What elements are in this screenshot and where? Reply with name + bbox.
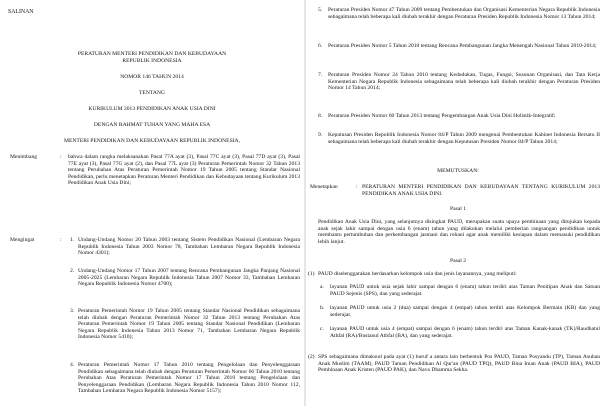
pasal-1-heading: Pasal 1 [449, 206, 466, 212]
pasal-1-text: Pendidikan Anak Usia Dini, yang selanjutnya disingkat PAUD, merupakan suatu upaya pembinaan yang ditujukan kepada anak sejak lahir sampai dengan usia 6 (enam) tahun yang dilakukan melalui pemberian rangsangan pendidikan untuk membantu pertumbuhan dan perkembangan jasmani dan rohani agar anak memiliki kesiapan dalam memasuki pendidikan lebih lanjut. [318, 219, 600, 245]
salinan-label: SALINAN [8, 9, 34, 15]
regulation-number: NOMOR 146 TAHUN 2014 [120, 74, 184, 80]
regulation-subject: KURIKULUM 2013 PENDIDIKAN ANAK USIA DINI [88, 106, 216, 112]
list-item: Peraturan Pemerintah Nomor 17 Tahun 2010 tentang Pengelolaan dan Penyelenggaraan Pendidikan sebagaimana telah diubah dengan Peraturan Pemerintah Nomor 66 Tahun 2010 tentang Perubahan Atas Peraturan Pemerintah Nomor 17 Tahun 2010 tentang Pengelolaan dan Penyelenggaraan Pendidikan (Lembaran Negara Republik Indonesia Tahun 2010 Nomor 112, Tambahan Lembaran Negara Republik Indonesia Nomor 5157); [78, 362, 300, 395]
list-item: Peraturan Presiden Nomor 60 Tahun 2013 tentang Pengembangan Anak Usia Dini Holistik-Integratif; [328, 113, 556, 119]
list-item-number: 7. [318, 72, 323, 78]
tentang-label: TENTANG [139, 90, 165, 96]
list-item: Undang-Undang Nomor 20 Tahun 2003 tentang Sistem Pendidikan Nasional (Lembaran Negara Republik Indonesia Tahun 2003 Nomor 78, Tambahan Lembaran Negara Republik Indonesia Nomor 4301); [78, 237, 300, 257]
list-item: Peraturan Presiden Nomor 24 Tahun 2010 tentang Kedudukan, Tugas, Fungsi, Susunan Organisasi, dan Tata Kerja Kementerian Negara Republik Indonesia sebagaimana telah beberapa kali diubah terakhir dengan Peraturan Presiden Nomor 14 Tahun 2014; [328, 72, 600, 92]
list-item-number: 9. [318, 132, 323, 138]
list-item-number: 6. [318, 43, 323, 49]
regulation-heading-2: REPUBLIK INDONESIA [122, 58, 182, 64]
sub-item: layanan PAUD untuk usia sejak lahir sampai dengan 6 (enam) tahun terdiri atas Taman Penitipan Anak dan Satuan PAUD Sejenis (SPS), dan yang sederajat. [330, 284, 600, 297]
rahmat-line: DENGAN RAHMAT TUHAN YANG MAHA ESA [93, 122, 211, 128]
pasal-2-ayat-1: PAUD diselenggarakan berdasarkan kelompok usia dan jenis layanannya, yang meliputi: [318, 271, 517, 277]
list-item-number: 5. [318, 7, 323, 13]
list-item: Peraturan Presiden Nomor 47 Tahun 2009 tentang Pembentukan dan Organisasi Kementerian Negara Republik Indonesia sebagaimana telah beberapa kali diubah terakhir dengan Peraturan Presiden Republik Indonesia Nomor 13 Tahun 2014; [328, 7, 600, 20]
sub-item-letter: c. [320, 326, 324, 332]
list-item: Undang-Undang Nomor 17 Tahun 2007 tentang Rencana Pembangunan Jangka Panjang Nasional 2005-2025 (Lembaran Negara Republik Indonesia Tahun 2007 Nomor 33, Tambahan Lembaran Negara Republik Indonesia Nomor 4700); [78, 268, 300, 288]
menetapkan-label: Menetapkan [310, 184, 338, 190]
sub-item-letter: b. [320, 305, 325, 311]
mengingat-colon: : [60, 237, 62, 243]
mengingat-label: Mengingat [10, 237, 35, 243]
ayat-number: (1) [308, 271, 315, 277]
ayat-number: (2) [308, 354, 315, 360]
menetapkan-colon: : [356, 184, 358, 190]
list-item-number: 4. [70, 362, 75, 368]
pasal-2-ayat-2: SPS sebagaimana dimaksud pada ayat (1) huruf a antara lain berbentuk Pos PAUD, Taman Posyandu (TP), Taman Asuhan Anak Muslim (TAAM), PAUD Taman Pendidikan Al Qur'an (PAUD TPQ), PAUD Bina Iman Anak (PAUD BIA), PAUD Pembinaan Anak Kristen (PAUD PAK), dan Nava Dhamma Sekha. [318, 354, 600, 374]
page-left [0, 0, 304, 406]
sub-item: layanan PAUD untuk usia 2 (dua) sampai dengan 4 (empat) tahun terdiri atas Kelompok Bermain (KB) dan yang sederajat. [330, 305, 600, 318]
list-item-number: 3. [70, 308, 75, 314]
list-item: Peraturan Presiden Nomor 5 Tahun 2010 tentang Rencana Pembangunan Jangka Menengah Nasional Tahun 2010-2014; [328, 43, 597, 49]
menimbang-text: bahwa dalam rangka melaksanakan Pasal 77A ayat (3), Pasal 77C ayat (3), Pasal 77D ayat (3), Pasal 77E ayat (3), Pasal 77G ayat (2), dan Pasal 77L ayat (3) Peraturan Pemerintah Nomor 32 Tahun 2013 tentang Perubahan Atas Peraturan Pemerintah Nomor 19 Tahun 2005 tentang Standar Nasional Pendidikan, perlu menetapkan Peraturan Menteri Pendidikan dan Kebudayaan tentang Kurikulum 2013 Pendidikan Anak Usia Dini; [68, 154, 300, 187]
menimbang-colon: : [60, 154, 62, 160]
menteri-line: MENTERI PENDIDIKAN DAN KEBUDAYAAN REPUBLIK INDONESIA, [64, 138, 240, 144]
list-item-number: 2. [70, 268, 75, 274]
pasal-2-heading: Pasal 2 [449, 258, 466, 264]
menetapkan-text: PERATURAN MENTERI PENDIDIKAN DAN KEBUDAYAAN TENTANG KURIKULUM 2013 PENDIDIKAN ANAK USIA DINI. [362, 184, 600, 197]
list-item-number: 1. [70, 237, 75, 243]
sub-item-letter: a. [320, 284, 324, 290]
page-right [306, 0, 610, 406]
list-item-number: 8. [318, 113, 323, 119]
sub-item: layanan PAUD untuk usia 4 (empat) sampai dengan 6 (enam) tahun terdiri atas Taman Kanak-kanak (TK)/Raudhatul Athfal (RA)/Bustanul Athfal (BA), dan yang sederajat. [330, 326, 600, 339]
menimbang-label: Menimbang [10, 154, 38, 160]
list-item: Keputusan Presiden Republik Indonesia Nomor 84/P Tahun 2009 mengenai Pembentukan Kabinet Indonesia Bersatu II sebagaimana telah beberapa kali diubah terakhir dengan Keputusan Presiden Nomor 84/P Tahun 2014; [328, 132, 600, 145]
memutuskan-heading: MEMUTUSKAN: [437, 168, 479, 174]
regulation-heading-1: PERATURAN MENTERI PENDIDIKAN DAN KEBUDAYAAN [77, 51, 227, 57]
list-item: Peraturan Pemerintah Nomor 19 Tahun 2005 tentang Standar Nasional Pendidikan sebagaimana telah diubah dengan Peraturan Pemerintah Nomor 32 Tahun 2013 tentang Perubahan Atas Peraturan Pemerintah Nomor 19 Tahun 2005 tentang Standar Nasional Pendidikan (Lembaran Negara Republik Indonesia Tahun 2013 Nomor 71, Tambahan Lembaran Negara Republik Indonesia Nomor 5410); [78, 308, 300, 341]
